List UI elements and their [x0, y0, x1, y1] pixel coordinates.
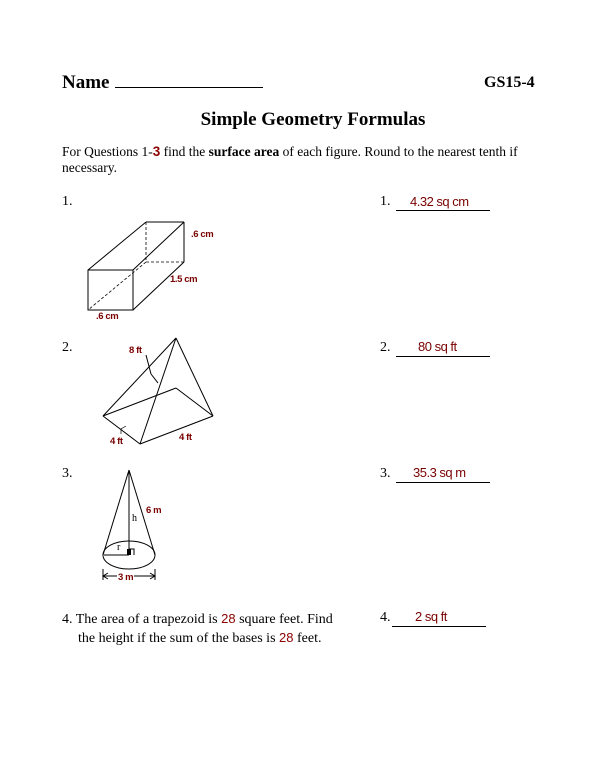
rectangular-prism-figure	[80, 212, 190, 312]
answer-3-text: 35.3 sq m	[413, 465, 466, 480]
q4-part4: feet.	[293, 631, 322, 646]
answer-2-number: 2.	[380, 340, 391, 355]
instructions	[62, 144, 542, 176]
answer-4-text: 2 sq ft	[415, 609, 447, 624]
answer-4-number: 4.	[380, 610, 391, 625]
q3-label-diameter: 3 m	[118, 572, 134, 583]
q3-label-slant: 6 m	[146, 505, 162, 516]
q2-label-slant: 8 ft	[129, 345, 142, 356]
question-3-number: 3.	[62, 466, 73, 481]
instructions-mid: find the	[160, 144, 209, 159]
q1-label-length: 1.5 cm	[170, 274, 198, 285]
name-field	[62, 70, 263, 94]
worksheet-code: GS15-4	[484, 74, 535, 91]
instructions-bold: surface area	[208, 144, 280, 159]
q2-label-base-left: 4 ft	[110, 436, 123, 447]
page-title: Simple Geometry Formulas	[200, 109, 426, 130]
q2-label-base-right: 4 ft	[179, 432, 192, 443]
question-1-number: 1.	[62, 194, 73, 209]
q1-label-bottom: .6 cm	[96, 311, 119, 322]
cone-figure	[98, 466, 160, 588]
q3-label-height: h	[132, 513, 137, 524]
question-4-text	[62, 610, 362, 648]
name-label: Name	[62, 72, 110, 93]
q4-part1: The area of a trapezoid is	[75, 612, 222, 627]
q4-value-bases: 28	[279, 630, 294, 645]
q4-value-area: 28	[221, 611, 236, 626]
answer-2-text: 80 sq ft	[418, 339, 457, 354]
name-blank[interactable]	[115, 70, 263, 88]
question-2-number: 2.	[62, 340, 73, 355]
q3-label-radius: r	[117, 542, 121, 553]
instructions-prefix: For Questions 1-	[62, 144, 153, 159]
instructions-suffix: of each figure. Round to the nearest tenth if necessary.	[62, 144, 518, 175]
answer-1-text: 4.32 sq cm	[410, 194, 469, 209]
q1-label-top: .6 cm	[191, 229, 214, 240]
answer-1-number: 1.	[380, 194, 391, 209]
question-4-number: 4.	[62, 612, 73, 627]
pyramid-figure	[98, 333, 218, 448]
answer-3-number: 3.	[380, 466, 391, 481]
q4-part3: the height if the sum of the bases is	[78, 631, 280, 646]
q4-part2: square feet. Find	[235, 612, 333, 627]
instructions-highlight: 3	[152, 144, 161, 159]
